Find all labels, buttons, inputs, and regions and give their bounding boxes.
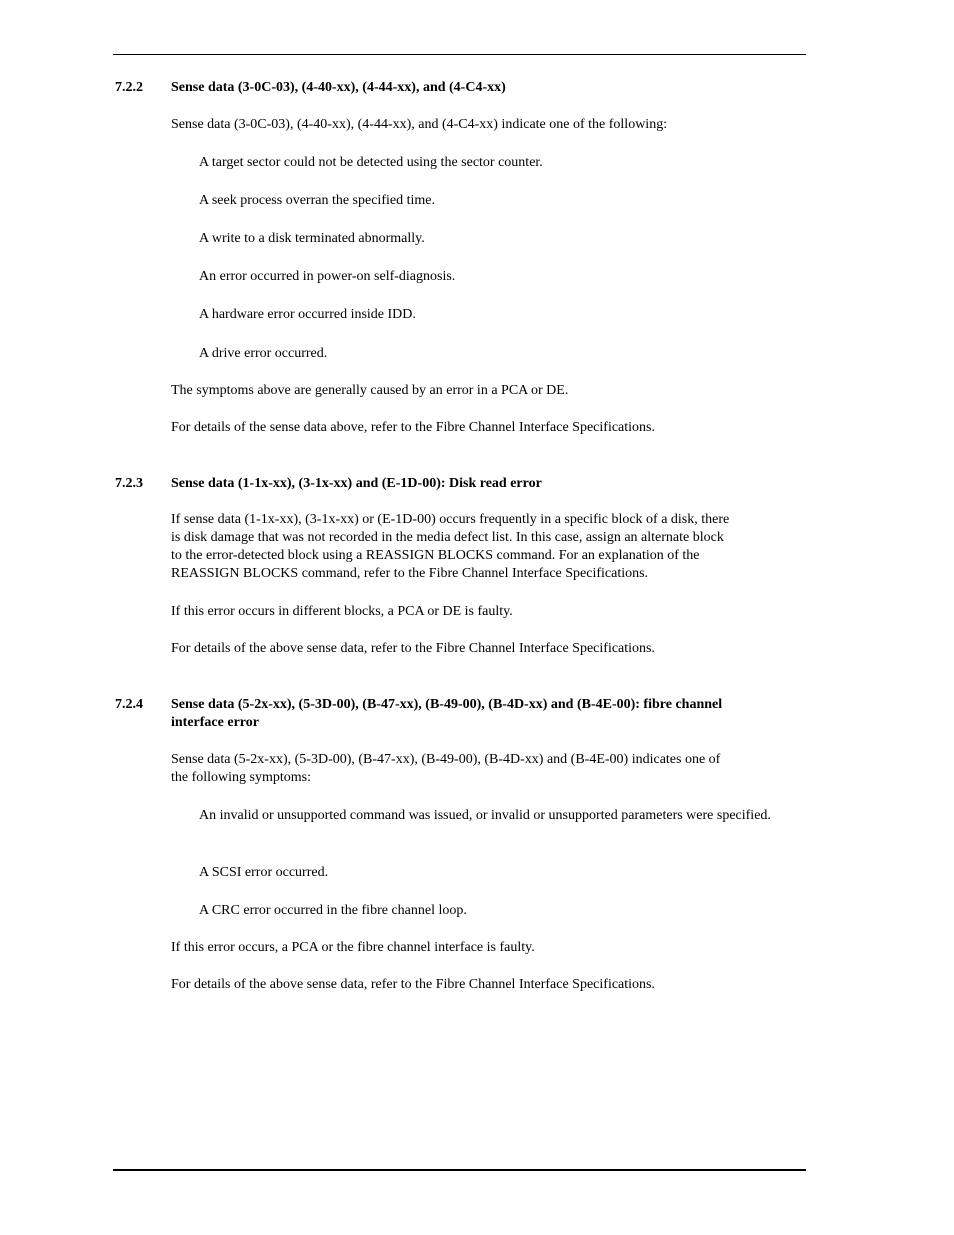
list-item: A drive error occurred. xyxy=(199,346,328,361)
section-intro-7-2-2: Sense data (3-0C-03), (4-40-xx), (4-44-xx), and (4-C4-xx) indicate one of the following: xyxy=(171,117,668,132)
paragraph: For details of the sense data above, refer to the Fibre Channel Interface Specifications. xyxy=(171,420,655,435)
section-intro-7-2-4-line1: Sense data (5-2x-xx), (5-3D-00), (B-47-xx), (B-49-00), (B-4D-xx) and (B-4E-00) indicates one of xyxy=(171,752,721,767)
list-item: A write to a disk terminated abnormally. xyxy=(199,231,425,246)
paragraph-line: is disk damage that was not recorded in the media defect list. In this case, assign an alternate block xyxy=(171,530,724,545)
list-item: A hardware error occurred inside IDD. xyxy=(199,307,416,322)
paragraph-line: If sense data (1-1x-xx), (3-1x-xx) or (E-1D-00) occurs frequently in a specific block of a disk, there xyxy=(171,512,730,527)
list-item: A CRC error occurred in the fibre channel loop. xyxy=(199,903,467,918)
list-item: A SCSI error occurred. xyxy=(199,865,329,880)
footer-rule xyxy=(113,1169,806,1171)
section-number-7-2-3: 7.2.3 xyxy=(115,476,143,491)
paragraph: If this error occurs, a PCA or the fibre channel interface is faulty. xyxy=(171,940,535,955)
paragraph: If this error occurs in different blocks, a PCA or DE is faulty. xyxy=(171,604,513,619)
list-item: An invalid or unsupported command was issued, or invalid or unsupported parameters were specified. xyxy=(199,808,771,823)
section-number-7-2-4: 7.2.4 xyxy=(115,697,143,712)
list-item: A seek process overran the specified time. xyxy=(199,193,435,208)
header-rule xyxy=(113,54,806,55)
list-item: An error occurred in power-on self-diagnosis. xyxy=(199,269,456,284)
section-intro-7-2-4-line2: the following symptoms: xyxy=(171,770,311,785)
section-title-7-2-3: Sense data (1-1x-xx), (3-1x-xx) and (E-1D-00): Disk read error xyxy=(171,476,542,491)
list-item: A target sector could not be detected using the sector counter. xyxy=(199,155,543,170)
section-title-7-2-4-line2: interface error xyxy=(171,715,259,730)
paragraph-line: to the error-detected block using a REASSIGN BLOCKS command. For an explanation of the xyxy=(171,548,700,563)
paragraph: For details of the above sense data, refer to the Fibre Channel Interface Specifications. xyxy=(171,641,655,656)
paragraph-line: REASSIGN BLOCKS command, refer to the Fibre Channel Interface Specifications. xyxy=(171,566,649,581)
section-number-7-2-2: 7.2.2 xyxy=(115,80,143,95)
section-title-7-2-4-line1: Sense data (5-2x-xx), (5-3D-00), (B-47-xx), (B-49-00), (B-4D-xx) and (B-4E-00): fibre channel xyxy=(171,697,723,712)
paragraph: The symptoms above are generally caused by an error in a PCA or DE. xyxy=(171,383,569,398)
paragraph: For details of the above sense data, refer to the Fibre Channel Interface Specifications. xyxy=(171,977,655,992)
section-title-7-2-2: Sense data (3-0C-03), (4-40-xx), (4-44-xx), and (4-C4-xx) xyxy=(171,80,506,95)
